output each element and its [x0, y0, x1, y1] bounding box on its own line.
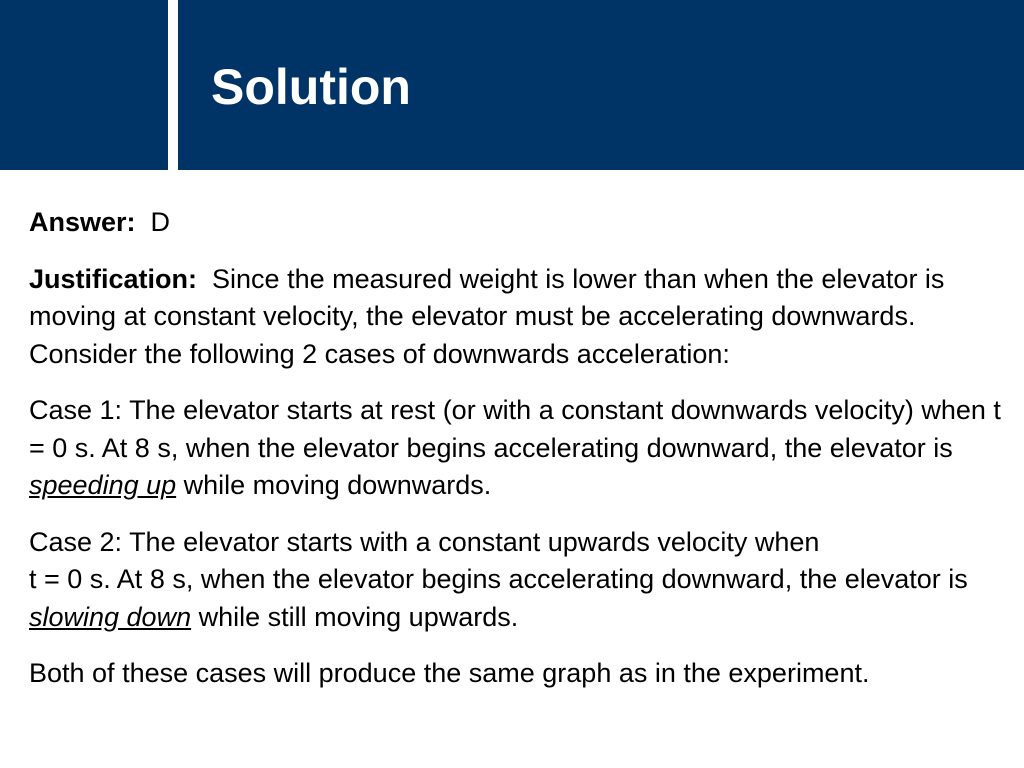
answer-paragraph — [29, 204, 1014, 242]
case1-text-before: Case 1: The elevator starts at rest (or with a constant downwards velocity) when t = 0 s. At 8 s, when the elevator begins accelerating downward, the elevator is — [29, 395, 1001, 463]
case2-emphasis: slowing down — [29, 601, 192, 632]
case1-paragraph — [29, 392, 1014, 505]
slide-body — [29, 204, 1014, 712]
case2-paragraph — [29, 524, 1014, 637]
answer-label: Answer: — [29, 207, 136, 237]
case1-text-after: while moving downwards. — [183, 470, 492, 500]
conclusion-paragraph: Both of these cases will produce the same graph as in the experiment. — [29, 658, 870, 688]
justification-text: Since the measured weight is lower than when the elevator is moving at constant velocity, the elevator must be accelerating downwards. Consider the following 2 cases of downwards acceleration: — [29, 263, 945, 369]
slide-title: Solution — [211, 59, 411, 115]
header-divider — [168, 0, 178, 170]
justification-paragraph — [29, 261, 1014, 374]
case2-text-after: while still moving upwards. — [198, 601, 519, 632]
header-left-panel — [0, 0, 168, 170]
answer-value: D — [150, 207, 171, 237]
case2-text-before: t = 0 s. At 8 s, when the elevator begins accelerating downward, the elevator is — [29, 564, 968, 594]
case2-text-line1: Case 2: The elevator starts with a constant upwards velocity when — [29, 526, 820, 557]
justification-label: Justification: — [29, 263, 198, 294]
case1-emphasis: speeding up — [29, 470, 177, 500]
